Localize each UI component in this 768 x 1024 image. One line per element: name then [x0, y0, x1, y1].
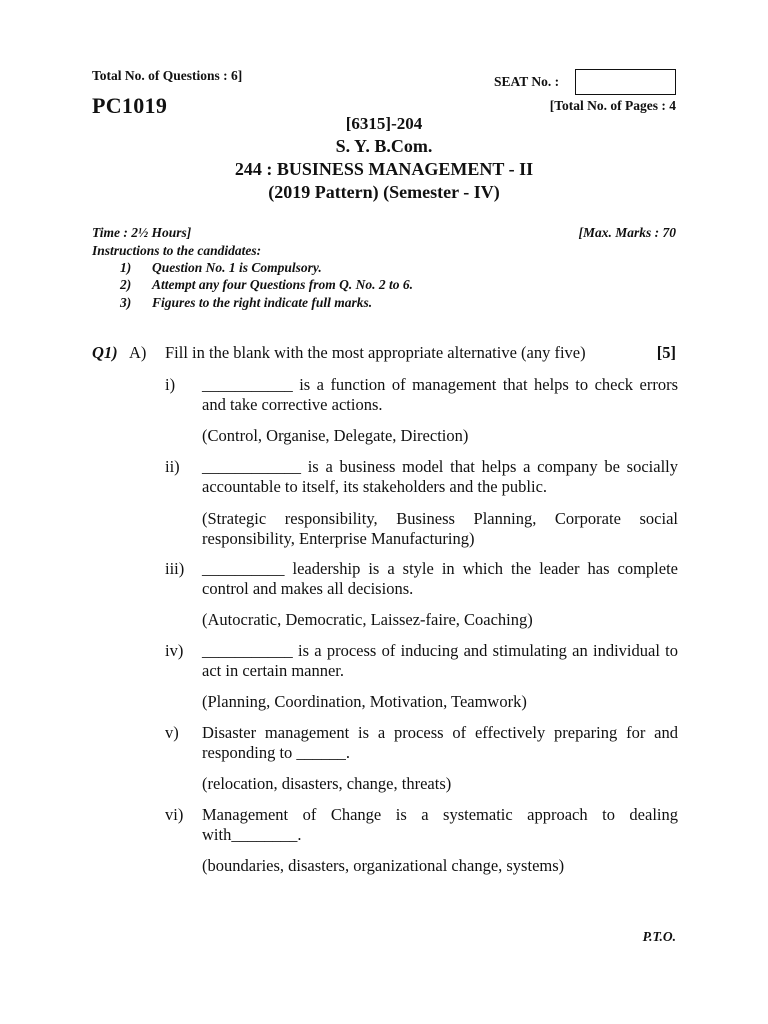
instruction-number: 2): [120, 277, 132, 292]
paper-code: PC1019: [92, 93, 168, 118]
course-title: S. Y. B.Com.: [335, 136, 433, 156]
instruction-text: Question No. 1 is Compulsory.: [152, 260, 322, 275]
question-marks: [5]: [656, 343, 676, 362]
max-marks: [Max. Marks : 70: [578, 225, 676, 240]
item-options: (Control, Organise, Delegate, Direction): [202, 426, 469, 445]
seat-number-box[interactable]: [575, 69, 676, 95]
item-number: vi): [165, 805, 184, 824]
item-options: (boundaries, disasters, organizational change, systems): [202, 856, 565, 875]
total-questions: Total No. of Questions : 6]: [92, 68, 243, 83]
item-stem: Management of Change is a systematic approach to dealing with________.: [202, 805, 678, 844]
item-options: (relocation, disasters, change, threats): [202, 774, 452, 793]
item-stem: __________ leadership is a style in which the leader has complete control and makes all decisions.: [202, 559, 678, 598]
item-options: (Planning, Coordination, Motivation, Teamwork): [202, 692, 527, 711]
item-number: ii): [165, 457, 180, 476]
item-number: iii): [165, 559, 185, 578]
exam-code: [6315]-204: [345, 114, 423, 133]
item-stem: ___________ is a process of inducing and stimulating an individual to act in certain manner.: [202, 641, 678, 680]
item-number: v): [165, 723, 179, 742]
item-number: iv): [165, 641, 184, 660]
seat-label: SEAT No. :: [494, 74, 560, 89]
instruction-text: Figures to the right indicate full marks.: [152, 295, 373, 310]
total-pages: [Total No. of Pages : 4: [549, 98, 676, 113]
subject-title: 244 : BUSINESS MANAGEMENT - II: [234, 159, 534, 179]
question-part: A): [129, 343, 147, 362]
item-stem: ___________ is a function of management that helps to check errors and take corrective actions.: [202, 375, 678, 414]
item-stem: Disaster management is a process of effectively preparing for and responding to ______.: [202, 723, 678, 762]
instruction-text: Attempt any four Questions from Q. No. 2 to 6.: [152, 277, 414, 292]
instruction-number: 3): [120, 295, 132, 310]
pattern-title: (2019 Pattern) (Semester - IV): [268, 182, 500, 202]
item-options: (Autocratic, Democratic, Laissez-faire, Coaching): [202, 610, 533, 629]
time-limit: Time : 2½ Hours]: [92, 225, 192, 240]
page-turn-note: P.T.O.: [642, 929, 676, 944]
instruction-number: 1): [120, 260, 132, 275]
instructions-heading: Instructions to the candidates:: [92, 243, 262, 258]
item-number: i): [165, 375, 176, 394]
question-label: Q1): [92, 343, 118, 362]
item-options: (Strategic responsibility, Business Planning, Corporate social responsibility, Enterprise Manufacturing): [202, 509, 678, 548]
item-stem: ____________ is a business model that helps a company be socially accountable to itself, its stakeholders and the public.: [202, 457, 678, 496]
question-prompt: Fill in the blank with the most appropriate alternative (any five): [165, 343, 586, 362]
